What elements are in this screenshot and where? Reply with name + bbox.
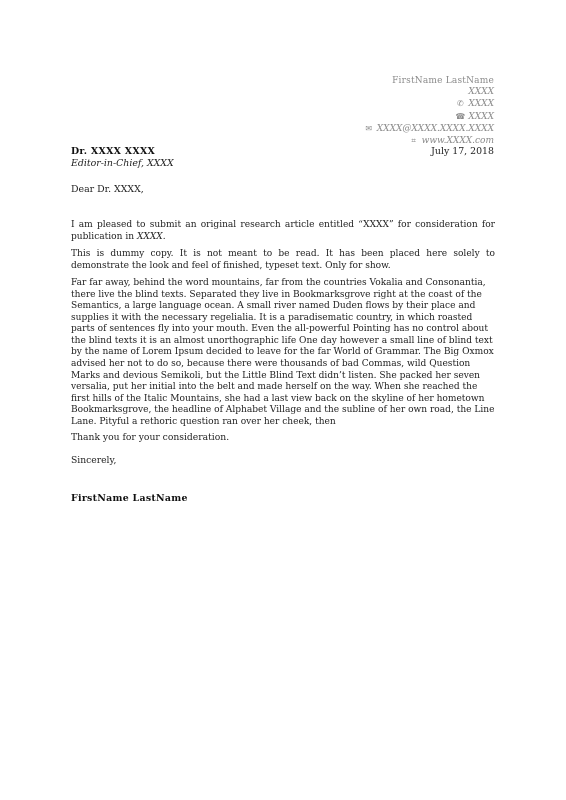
recipient-block <box>71 146 174 170</box>
journal-name: XXXX <box>136 231 163 242</box>
sender-email-value[interactable]: XXXX@XXXX.XXXX.XXXX <box>376 123 494 134</box>
signature-name: FirstName LastName <box>71 493 188 504</box>
sender-address: XXXX <box>468 87 494 98</box>
intro-end: . <box>162 231 166 242</box>
paragraph-intro <box>71 220 495 243</box>
closing-line: Thank you for your consideration. <box>71 432 230 443</box>
envelope-icon: ✉ <box>365 123 373 133</box>
telephone-icon: ☎ <box>455 111 466 121</box>
paragraph-dummy: This is dummy copy. It is not meant to be read. It has been placed here solely to demonstrate the look and feel of finished, typeset text. Only for show. <box>71 249 495 271</box>
sender-name: FirstName LastName <box>392 76 494 86</box>
sender-email <box>364 123 494 135</box>
mobile-phone-icon: ✆ <box>457 99 464 109</box>
sender-mobile-value: XXXX <box>468 99 494 110</box>
recipient-role: Editor-in-Chief, XXXX <box>71 157 174 169</box>
letter-date: July 17, 2018 <box>431 146 494 157</box>
sender-phone-value: XXXX <box>468 111 494 122</box>
sender-phone <box>364 111 494 123</box>
sender-block <box>364 76 494 147</box>
sign-off: Sincerely, <box>71 455 117 466</box>
recipient-name: Dr. XXXX XXXX <box>71 146 156 157</box>
letter-body <box>71 220 495 434</box>
paragraph-filler: Far far away, behind the word mountains, far from the countries Vokalia and Consonantia, there live the blind texts. Separated they live in Bookmarksgrove right at the coast of the Semantics, a large language ocean. A small river named Duden flows by their place and supplies it with the necessary regelialia. It is a paradisematic country, in which roasted parts of sentences fly into your mouth. Even the all-powerful Pointing has no control about the blind texts it is an almost unorthographic life One day however a small line of blind text by the name of Lorem Ipsum decided to leave for the far World of Grammar. The Big Oxmox advised her not to do so, because there were thousands of bad Commas, wild Question Marks and devious Semikoli, but the Little Blind Text didn’t listen. She packed her seven versalia, put her initial into the belt and made herself on the way. When she reached the first hills of the Italic Mountains, she had a last view back on the skyline of her hometown Bookmarksgrove, the headline of Alphabet Village and the subline of her own road, the Line Lane. Pityful a rethoric question ran over her cheek, then <box>71 278 495 427</box>
sender-mobile <box>364 98 494 110</box>
web-icon: ⌗ <box>411 136 416 146</box>
intro-text: I am pleased to submit an original research article entitled “XXXX” for consideration for publication in <box>71 220 495 242</box>
sender-web-value[interactable]: www.XXXX.com <box>421 136 494 147</box>
greeting: Dear Dr. XXXX, <box>71 184 144 195</box>
